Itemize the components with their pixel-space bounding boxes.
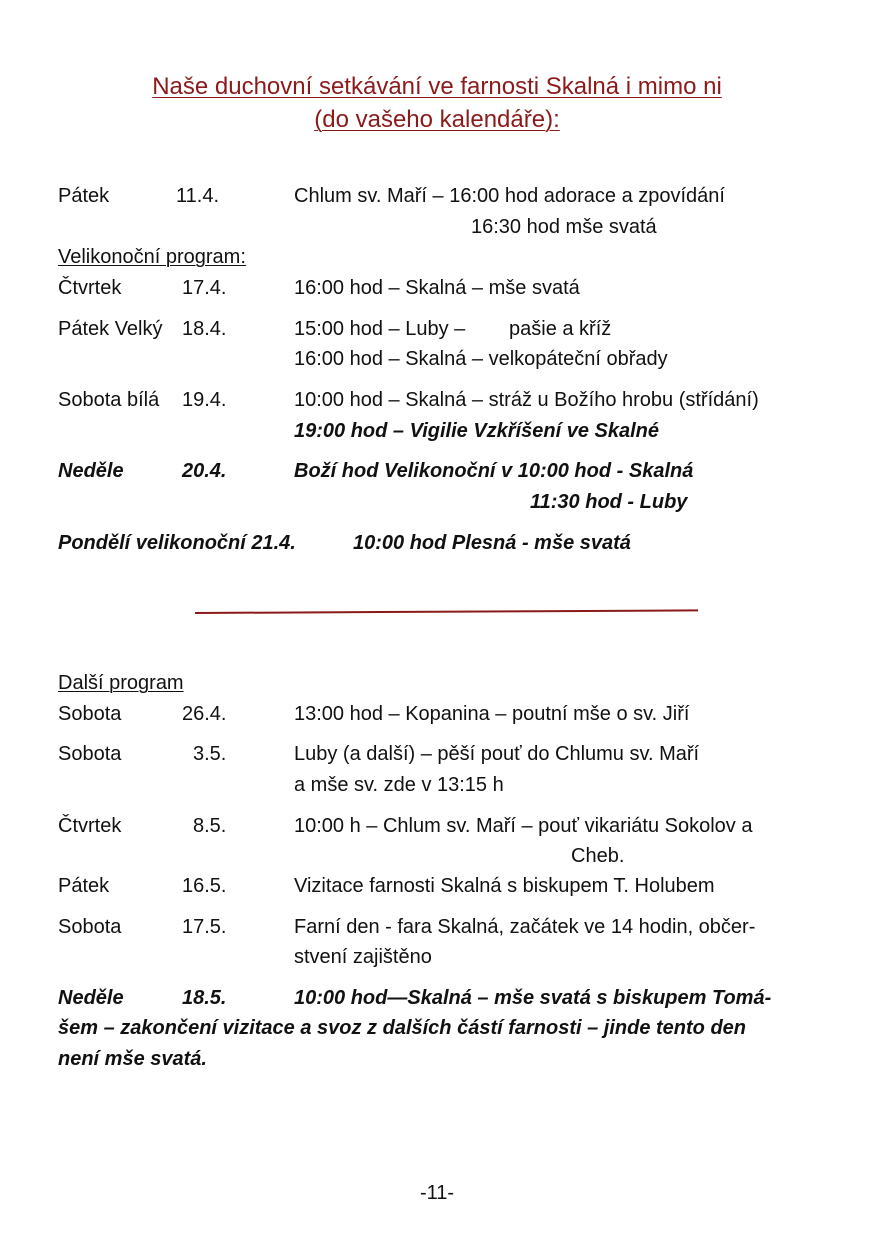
s1-row1-day: Pátek	[58, 185, 110, 207]
s2-row3-text2: Cheb.	[571, 845, 625, 867]
s1-row1-text1: Chlum sv. Maří – 16:00 hod adorace a zpovídání	[294, 185, 725, 207]
s2-row6-day: Neděle	[58, 987, 124, 1009]
s1-row3-text1a: 15:00 hod – Luby –	[294, 318, 466, 340]
s1-row1-text2: 16:30 hod mše svatá	[471, 216, 657, 238]
s1-row2-day: Čtvrtek	[58, 277, 122, 299]
s2-row4-text: Vizitace farnosti Skalná s biskupem T. Holubem	[294, 875, 715, 897]
s1-row6-text: 10:00 hod Plesná - mše svatá	[353, 532, 631, 554]
s2-row5-date: 17.5.	[182, 916, 227, 938]
s1-row5-text1: Boží hod Velikonoční v 10:00 hod - Skalná	[294, 460, 694, 482]
s2-row2-day: Sobota	[58, 743, 122, 765]
s2-row4-date: 16.5.	[182, 875, 227, 897]
s2-row6-line3: není mše svatá.	[58, 1048, 207, 1070]
s1-row4-text2: 19:00 hod – Vigilie Vzkříšení ve Skalné	[294, 420, 659, 442]
s1-row3-date: 18.4.	[182, 318, 227, 340]
s1-row5-date: 20.4.	[182, 460, 227, 482]
s1-row3-day: Pátek Velký	[58, 318, 163, 340]
s1-row5-text2: 11:30 hod - Luby	[530, 491, 688, 513]
s2-row5-day: Sobota	[58, 916, 122, 938]
s2-row5-text2: stvení zajištěno	[294, 946, 432, 968]
s1-row5-day: Neděle	[58, 460, 124, 482]
s2-row6-date: 18.5.	[182, 987, 227, 1009]
page-title-line-1: Naše duchovní setkávání ve farnosti Skalná i mimo ni	[152, 73, 722, 100]
s2-row1-day: Sobota	[58, 703, 122, 725]
section-heading-dalsi: Další program	[58, 672, 184, 694]
s1-row3-text2: 16:00 hod – Skalná – velkopáteční obřady	[294, 348, 668, 370]
s2-row6-text1: 10:00 hod—Skalná – mše svatá s biskupem Tomá-	[294, 987, 772, 1009]
s1-row6-day: Pondělí velikonoční 21.4.	[58, 532, 296, 554]
s1-row4-day: Sobota bílá	[58, 389, 160, 411]
s1-row1-date: 11.4.	[176, 185, 219, 207]
page-number: -11-	[419, 1182, 455, 1204]
section-divider	[195, 609, 698, 614]
s2-row6-line2: šem – zakončení vizitace a svoz z dalších částí farnosti – jinde tento den	[58, 1017, 747, 1039]
s2-row4-day: Pátek	[58, 875, 110, 897]
section-heading-velikonocni: Velikonoční program:	[58, 246, 246, 268]
s2-row2-text1: Luby (a další) – pěší pouť do Chlumu sv. Maří	[294, 743, 700, 765]
s2-row3-date: 8.5.	[193, 815, 227, 837]
s2-row3-day: Čtvrtek	[58, 815, 122, 837]
s1-row2-date: 17.4.	[182, 277, 227, 299]
s1-row2-text: 16:00 hod – Skalná – mše svatá	[294, 277, 580, 299]
s2-row5-text1: Farní den - fara Skalná, začátek ve 14 hodin, občer-	[294, 916, 756, 938]
s2-row2-date: 3.5.	[193, 743, 227, 765]
s1-row4-text1: 10:00 hod – Skalná – stráž u Božího hrobu (střídání)	[294, 389, 759, 411]
s2-row1-date: 26.4.	[182, 703, 227, 725]
s2-row2-text2: a mše sv. zde v 13:15 h	[294, 774, 504, 796]
page-title-line-2: (do vašeho kalendáře):	[314, 106, 560, 133]
s2-row1-text: 13:00 hod – Kopanina – poutní mše o sv. Jiří	[294, 703, 690, 725]
s1-row4-date: 19.4.	[182, 389, 227, 411]
s2-row3-text1: 10:00 h – Chlum sv. Maří – pouť vikariátu Sokolov a	[294, 815, 753, 837]
s1-row3-text1b: pašie a kříž	[509, 318, 612, 340]
